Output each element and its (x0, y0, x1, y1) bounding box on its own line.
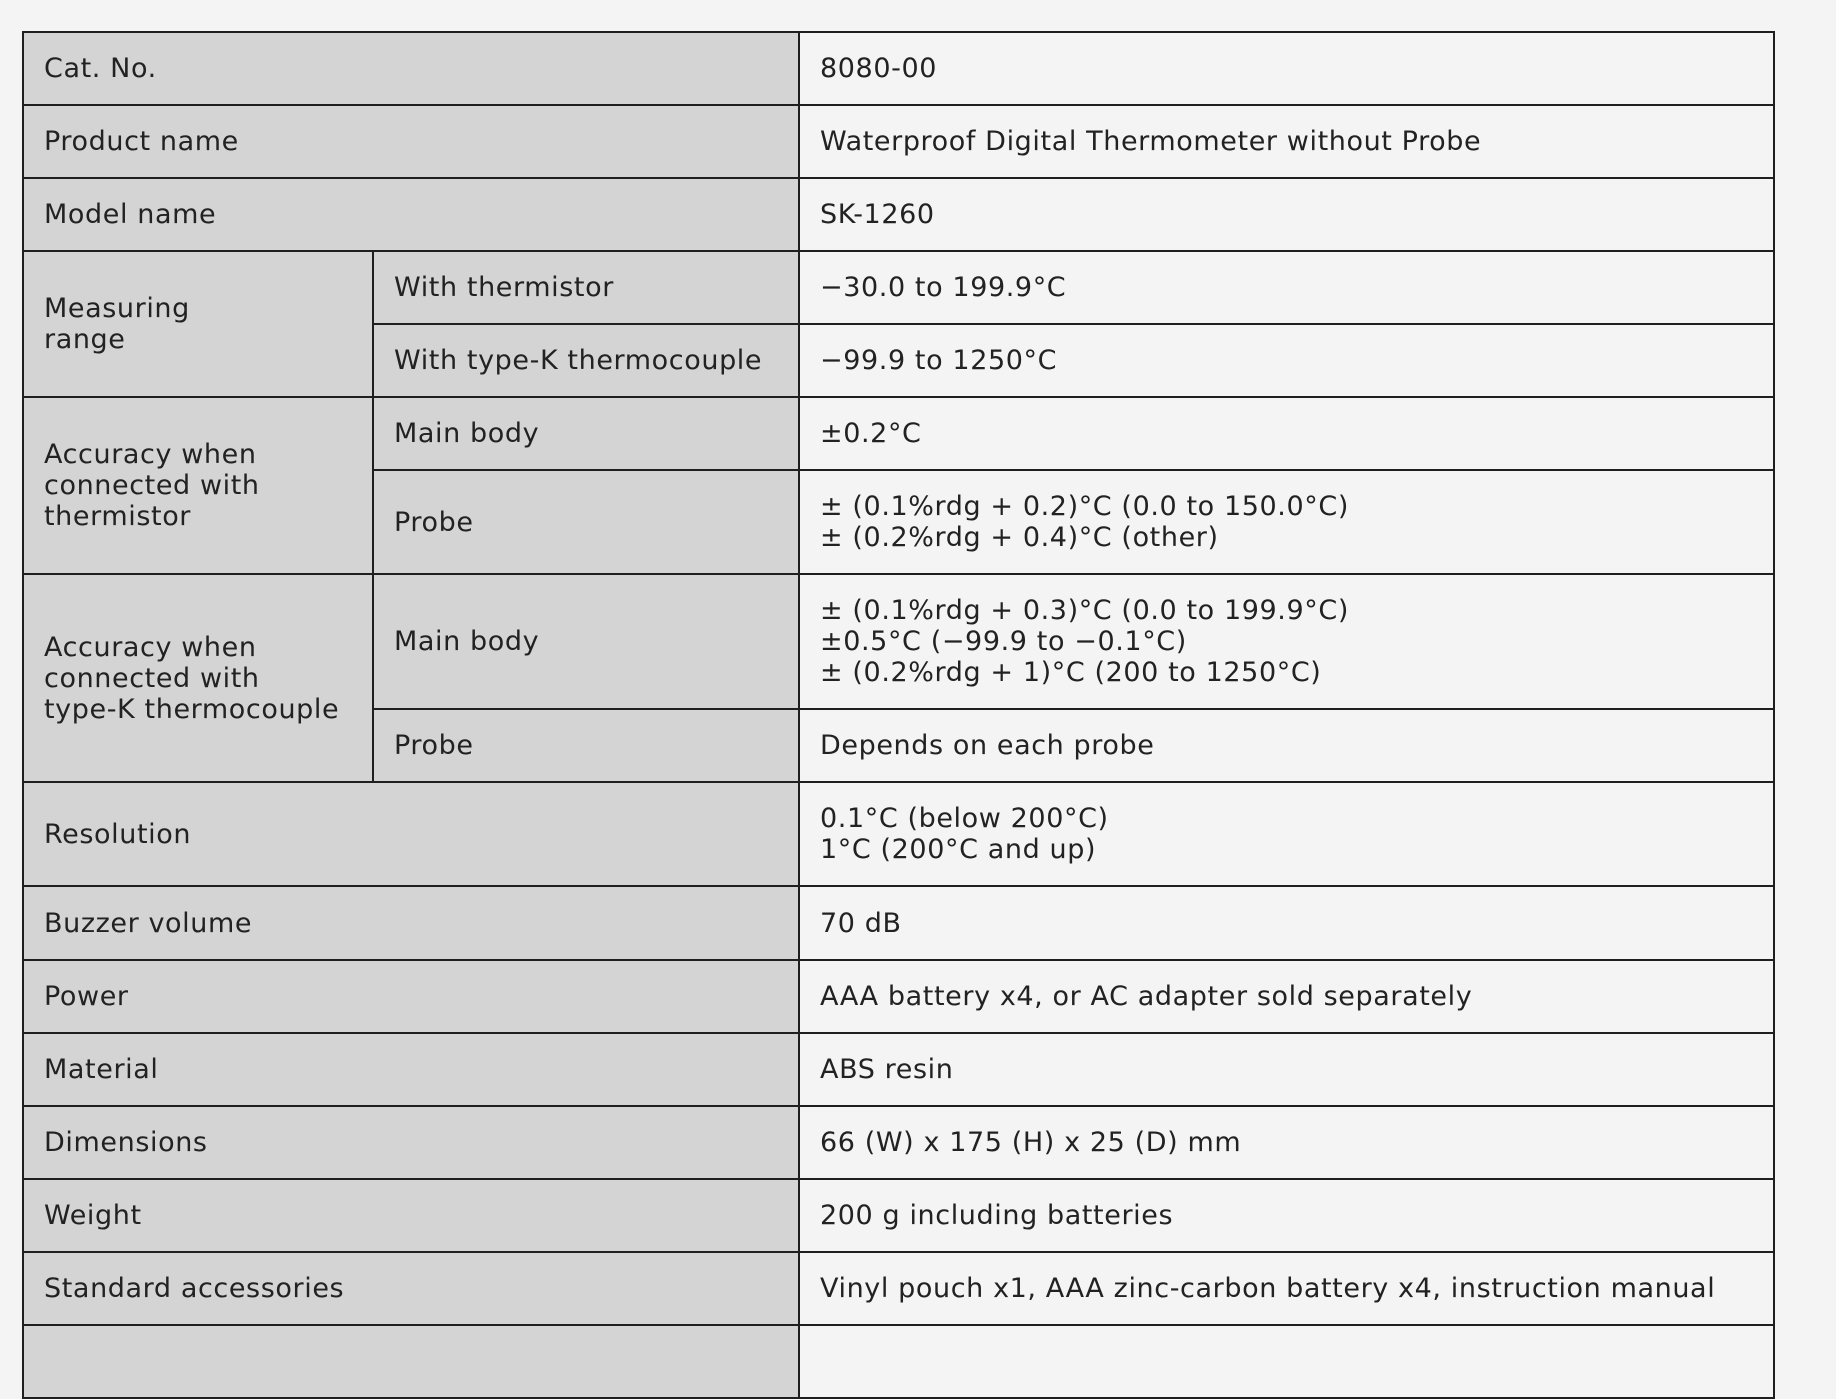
row-label-measuring-range (23, 251, 373, 397)
value-accuracy-thermocouple-probe: Depends on each probe (799, 709, 1774, 782)
row-label-power: Power (23, 960, 799, 1033)
row-value-cutoff (799, 1325, 1774, 1398)
label-line: range (44, 324, 126, 355)
row-value-standard-accessories: Vinyl pouch x1, AAA zinc-carbon battery x4, instruction manual (799, 1252, 1774, 1325)
row-label-dimensions: Dimensions (23, 1106, 799, 1179)
value-line: ± (0.2%rdg + 0.4)°C (other) (820, 522, 1219, 553)
sub-label-probe: Probe (373, 470, 799, 574)
row-value-power: AAA battery x4, or AC adapter sold separately (799, 960, 1774, 1033)
row-value-dimensions: 66 (W) x 175 (H) x 25 (D) mm (799, 1106, 1774, 1179)
label-line: Accuracy when (44, 439, 257, 470)
row-value-resolution (799, 782, 1774, 886)
sub-label-with-thermocouple: With type-K thermocouple (373, 324, 799, 397)
table-row (23, 397, 1774, 470)
sub-label-main-body: Main body (373, 574, 799, 709)
table-row (23, 1325, 1774, 1398)
label-line: thermistor (44, 501, 192, 532)
label-line: Accuracy when (44, 631, 257, 663)
value-range-thermistor: −30.0 to 199.9°C (799, 251, 1774, 324)
label-line: Measuring (44, 293, 190, 324)
table-row (23, 1252, 1774, 1325)
row-label-resolution: Resolution (23, 782, 799, 886)
row-label-model-name: Model name (23, 178, 799, 251)
value-line: ± (0.2%rdg + 1)°C (200 to 1250°C) (820, 657, 1322, 688)
value-line: ± (0.1%rdg + 0.2)°C (0.0 to 150.0°C) (820, 491, 1349, 522)
value-line: ± (0.1%rdg + 0.3)°C (0.0 to 199.9°C) (820, 595, 1349, 626)
label-line: type-K thermocouple (44, 693, 340, 725)
row-label-buzzer-volume: Buzzer volume (23, 886, 799, 960)
value-accuracy-thermistor-main-body: ±0.2°C (799, 397, 1774, 470)
table-row (23, 782, 1774, 886)
table-row (23, 178, 1774, 251)
row-value-model-name: SK-1260 (799, 178, 1774, 251)
sub-label-probe: Probe (373, 709, 799, 782)
row-label-accuracy-thermistor (23, 397, 373, 574)
row-label-accuracy-thermocouple (23, 574, 373, 782)
label-line: connected with (44, 662, 260, 694)
row-label-material: Material (23, 1033, 799, 1106)
row-value-product-name: Waterproof Digital Thermometer without Probe (799, 105, 1774, 178)
row-value-weight: 200 g including batteries (799, 1179, 1774, 1252)
row-value-cat-no: 8080-00 (799, 32, 1774, 105)
row-label-cutoff (23, 1325, 799, 1398)
value-range-thermocouple: −99.9 to 1250°C (799, 324, 1774, 397)
table-row (23, 32, 1774, 105)
table-row (23, 1033, 1774, 1106)
table-row (23, 886, 1774, 960)
row-label-product-name: Product name (23, 105, 799, 178)
table-row (23, 1179, 1774, 1252)
table-row (23, 1106, 1774, 1179)
label-line: connected with (44, 470, 260, 501)
table-row (23, 105, 1774, 178)
row-label-weight: Weight (23, 1179, 799, 1252)
row-label-standard-accessories: Standard accessories (23, 1252, 799, 1325)
value-line: ±0.5°C (−99.9 to −0.1°C) (820, 626, 1187, 657)
value-accuracy-thermocouple-main-body (799, 574, 1774, 709)
sub-label-main-body: Main body (373, 397, 799, 470)
row-label-cat-no: Cat. No. (23, 32, 799, 105)
row-value-material: ABS resin (799, 1033, 1774, 1106)
sub-label-with-thermistor: With thermistor (373, 251, 799, 324)
spec-table (22, 31, 1775, 1399)
table-row (23, 574, 1774, 709)
value-line: 1°C (200°C and up) (820, 834, 1097, 865)
table-row (23, 960, 1774, 1033)
value-line: 0.1°C (below 200°C) (820, 803, 1109, 834)
value-accuracy-thermistor-probe (799, 470, 1774, 574)
row-value-buzzer-volume: 70 dB (799, 886, 1774, 960)
table-row (23, 251, 1774, 324)
